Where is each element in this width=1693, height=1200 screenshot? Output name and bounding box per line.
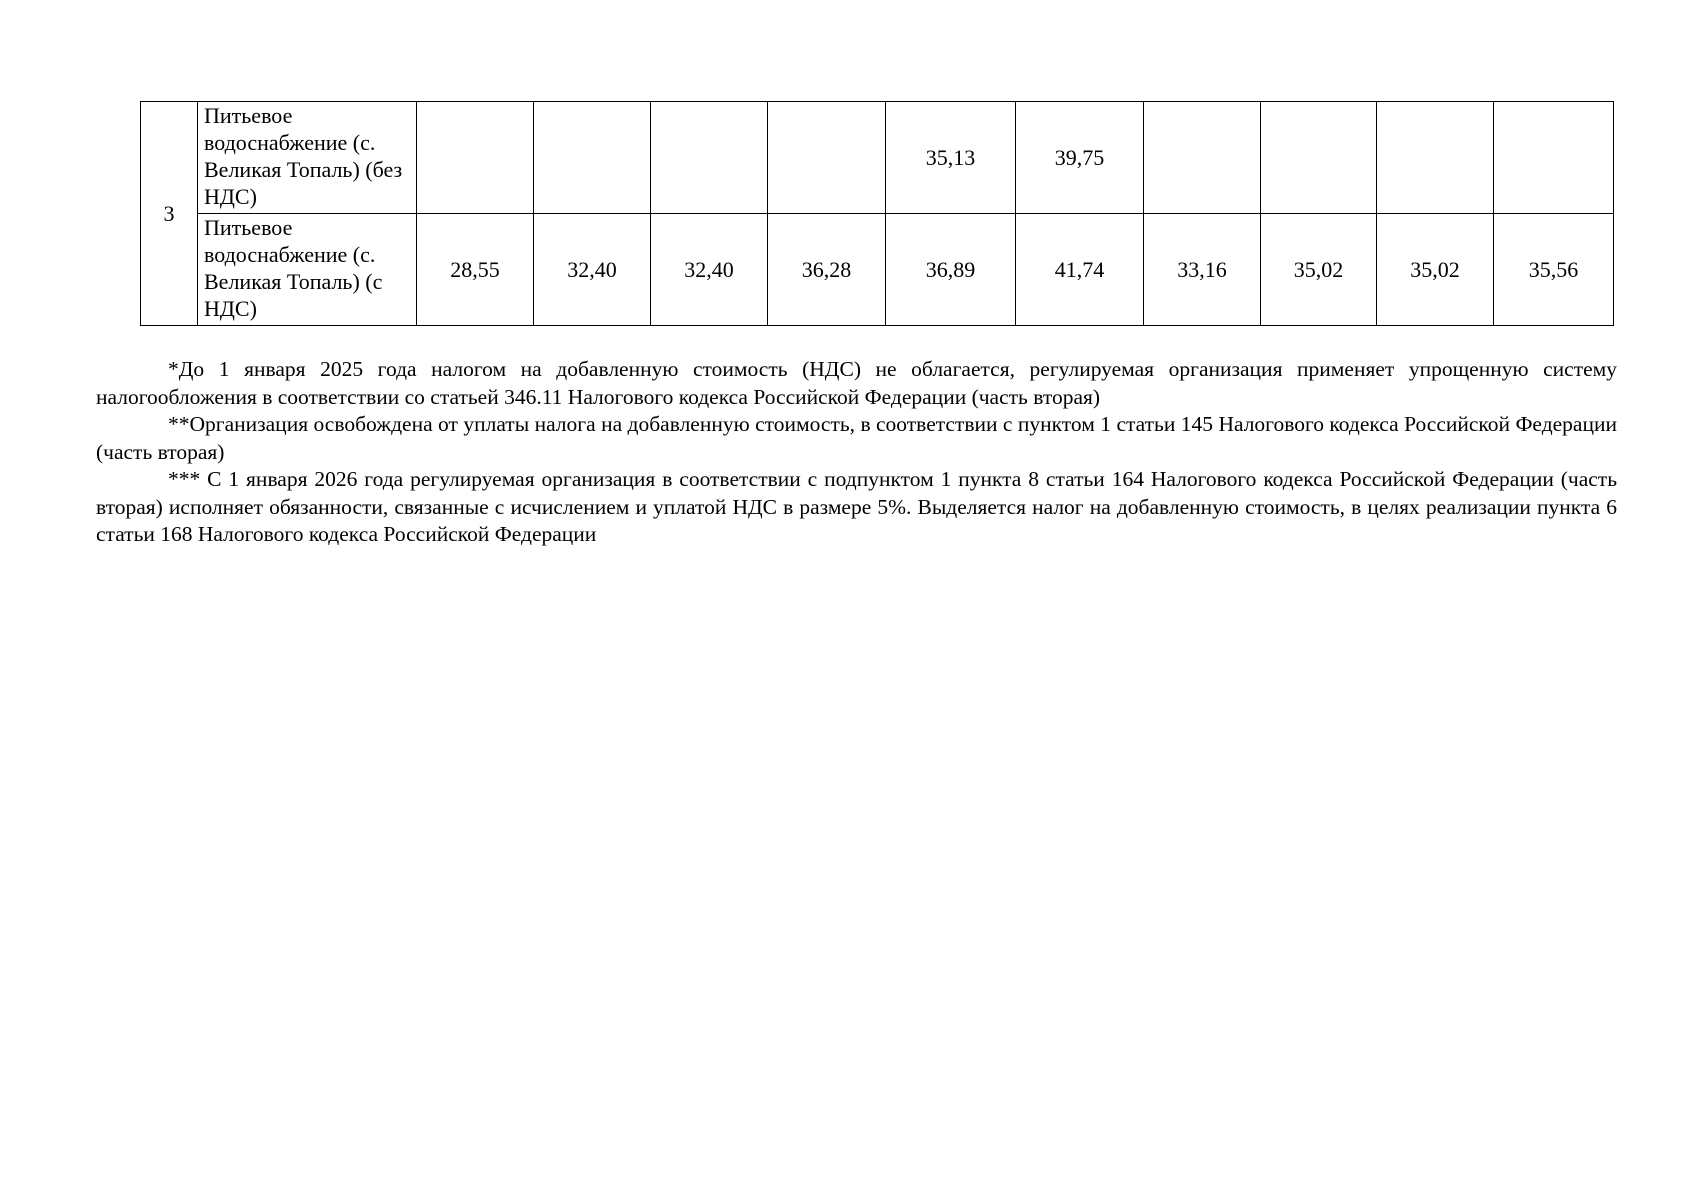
value-cell	[417, 102, 534, 214]
value-cell: 39,75	[1016, 102, 1144, 214]
value-cell: 41,74	[1016, 214, 1144, 326]
service-name-cell: Питьевое водоснабжение (с. Великая Топаль) (с НДС)	[198, 214, 417, 326]
table-row	[141, 102, 1614, 214]
value-cell	[1144, 102, 1261, 214]
footnotes	[96, 356, 1617, 549]
footnote-vat-from-2026: *** С 1 января 2026 года регулируемая организация в соответствии с подпунктом 1 пункта 8 статьи 164 Налогового кодекса Российской Федерации (часть вторая) исполняет обязанности, связанные с исчислением и уплатой НДС в размере 5%. Выделяется налог на добавленную стоимость, в целях реализации пункта 6 статьи 168 Налогового кодекса Российской Федерации	[96, 467, 1617, 546]
value-cell	[1261, 102, 1377, 214]
value-cell	[651, 102, 768, 214]
value-cell	[768, 102, 886, 214]
value-cell: 32,40	[651, 214, 768, 326]
value-cell	[1494, 102, 1614, 214]
value-cell: 35,56	[1494, 214, 1614, 326]
value-cell: 35,02	[1377, 214, 1494, 326]
footnote-vat-exemption: **Организация освобождена от уплаты налога на добавленную стоимость, в соответствии с пунктом 1 статьи 145 Налогового кодекса Российской Федерации (часть вторая)	[96, 412, 1617, 464]
value-cell: 35,02	[1261, 214, 1377, 326]
value-cell	[1377, 102, 1494, 214]
tariff-table	[140, 101, 1614, 326]
table-row	[141, 214, 1614, 326]
value-cell	[534, 102, 651, 214]
footnote-vat-exempt-until-2025: *До 1 января 2025 года налогом на добавленную стоимость (НДС) не облагается, регулируемая организация применяет упрощенную систему налогообложения в соответствии со статьей 346.11 Налогового кодекса Российской Федерации (часть вторая)	[96, 357, 1617, 409]
row-number-cell: 3	[141, 102, 198, 326]
value-cell: 36,28	[768, 214, 886, 326]
value-cell: 35,13	[886, 102, 1016, 214]
value-cell: 32,40	[534, 214, 651, 326]
value-cell: 36,89	[886, 214, 1016, 326]
value-cell: 28,55	[417, 214, 534, 326]
value-cell: 33,16	[1144, 214, 1261, 326]
service-name-cell: Питьевое водоснабжение (с. Великая Топаль) (без НДС)	[198, 102, 417, 214]
